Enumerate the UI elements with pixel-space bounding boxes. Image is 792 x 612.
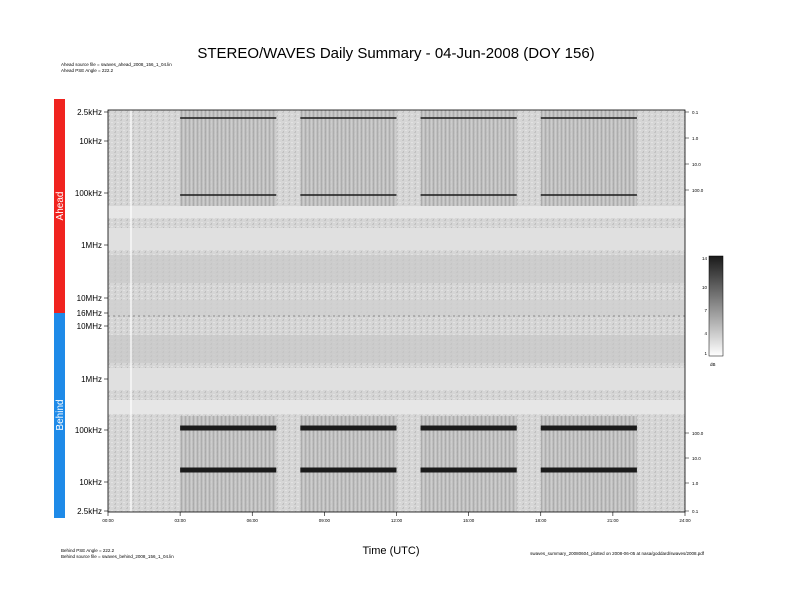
y-tick-label: 2.5kHz: [77, 108, 102, 117]
colorbar-tick-label: 10: [701, 285, 707, 290]
x-tick-label: 24:00: [679, 518, 691, 523]
ahead-label: Ahead: [55, 191, 66, 221]
behind-angle-note: Behind PSE Angle = 222.2: [61, 548, 115, 553]
ahead-mode-block: [421, 110, 517, 206]
x-tick-label: 18:00: [535, 518, 547, 523]
colorbar: [709, 256, 723, 356]
x-tick-label: 09:00: [318, 518, 331, 523]
colorbar-tick-label: 14: [701, 256, 707, 261]
right-tick-label: 1.0: [692, 136, 699, 141]
x-tick-label: 21:00: [607, 518, 619, 523]
right-tick-label: 10.0: [692, 162, 701, 167]
behind-source-note: Behind source file = swaves_behind_2008_156_1_04.lin: [61, 554, 174, 559]
x-tick-label: 12:00: [390, 518, 403, 523]
right-tick-label: 1.0: [692, 481, 699, 486]
y-tick-label: 2.5kHz: [77, 507, 102, 516]
x-axis-ticks: [102, 512, 691, 523]
ahead-mode-block: [541, 110, 637, 206]
colorbar-tick-label: 1: [704, 351, 707, 356]
chart-title: STEREO/WAVES Daily Summary - 04-Jun-2008 (DOY 156): [197, 45, 595, 62]
x-tick-label: 06:00: [246, 518, 258, 523]
x-tick-label: 03:00: [174, 518, 186, 523]
right-tick-label: 100.0: [692, 431, 704, 436]
colorbar-tick-label: 7: [704, 308, 707, 313]
y-tick-label: 1MHz: [81, 375, 102, 384]
ahead-angle-note: Ahead PSE Angle = 222.2: [61, 68, 114, 73]
y-tick-label: 1MHz: [81, 241, 102, 250]
colorbar-ticks: [702, 256, 708, 356]
right-tick-label: 10.0: [692, 456, 701, 461]
ahead-panel: [108, 110, 685, 316]
y-tick-label: 10MHz: [76, 294, 102, 303]
behind-panel: [108, 316, 685, 512]
x-tick-label: 00:00: [102, 518, 114, 523]
y-axis-ticks: [75, 108, 108, 516]
colorbar-unit: dB: [710, 362, 716, 367]
x-tick-label: 15:00: [462, 518, 475, 523]
behind-label: Behind: [55, 399, 66, 431]
ahead-source-note: Ahead source file = swaves_ahead_2008_156_1_04.lin: [61, 62, 172, 67]
ahead-mode-block: [300, 110, 396, 206]
y-tick-label: 100kHz: [74, 189, 102, 198]
right-tick-label: 0.1: [692, 509, 699, 514]
y-tick-label: 10MHz: [76, 322, 102, 331]
colorbar-tick-label: 4: [704, 331, 707, 336]
right-tick-label: 0.1: [692, 110, 699, 115]
right-axis-ticks: [685, 110, 704, 514]
y-tick-label: 100kHz: [74, 426, 102, 435]
y-tick-label: 16MHz: [76, 309, 102, 318]
y-tick-label: 10kHz: [79, 137, 102, 146]
right-tick-label: 100.0: [692, 188, 704, 193]
y-tick-label: 10kHz: [79, 478, 102, 487]
footer-credit: swaves_summary_20080604_plotted on 2008-06-05 at nasa/goddard/swaves/2008.pdf: [530, 551, 704, 556]
ahead-mode-block: [180, 110, 276, 206]
x-axis-label: Time (UTC): [362, 545, 420, 557]
